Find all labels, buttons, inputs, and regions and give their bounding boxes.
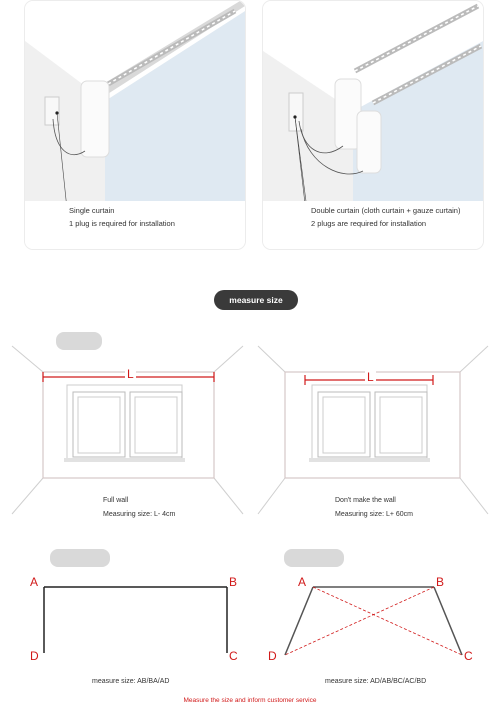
double-curtain-card: [262, 0, 484, 250]
room-diagrams: [0, 340, 500, 520]
frame-left-label-b: B: [229, 575, 238, 589]
room-right-title: Don't make the wall: [335, 497, 396, 504]
frame-rectangle: [44, 587, 227, 653]
frame-right-label-b: B: [436, 575, 445, 589]
room-left-size: Measuring size: L- 4cm: [103, 511, 176, 518]
double-curtain-note: 2 plugs are required for installation: [311, 219, 427, 228]
frame-left-size: measure size: AB/BA/AD: [92, 678, 170, 685]
frame-left-label-d: D: [30, 649, 39, 663]
frame-left-label-c: C: [229, 649, 238, 663]
frame-right-label-a: A: [298, 575, 307, 589]
frame-right-size: measure size: AD/AB/BC/AC/BD: [325, 678, 427, 685]
room-left-dimension-label: L: [127, 367, 134, 381]
footer-instruction: Measure the size and inform customer service: [183, 697, 317, 704]
frame-right-tag-placeholder: [284, 549, 344, 567]
single-curtain-illustration: [25, 1, 245, 249]
frame-trapezoid: [285, 587, 462, 655]
room-left-title: Full wall: [103, 497, 129, 504]
frame-right-label-c: C: [464, 649, 473, 663]
frame-left-label-a: A: [30, 575, 39, 589]
frame-right-label-d: D: [268, 649, 277, 663]
single-curtain-card: [24, 0, 246, 250]
double-curtain-title: Double curtain (cloth curtain + gauze curtain): [311, 206, 461, 215]
measure-size-heading: measure size: [214, 290, 298, 310]
frame-diagrams: [0, 575, 500, 665]
single-curtain-title: Single curtain: [69, 206, 115, 215]
room-right-size: Measuring size: L+ 60cm: [335, 511, 414, 518]
frame-left-tag-placeholder: [50, 549, 110, 567]
room-right-dimension-label: L: [367, 370, 374, 384]
single-curtain-note: 1 plug is required for installation: [69, 219, 175, 228]
